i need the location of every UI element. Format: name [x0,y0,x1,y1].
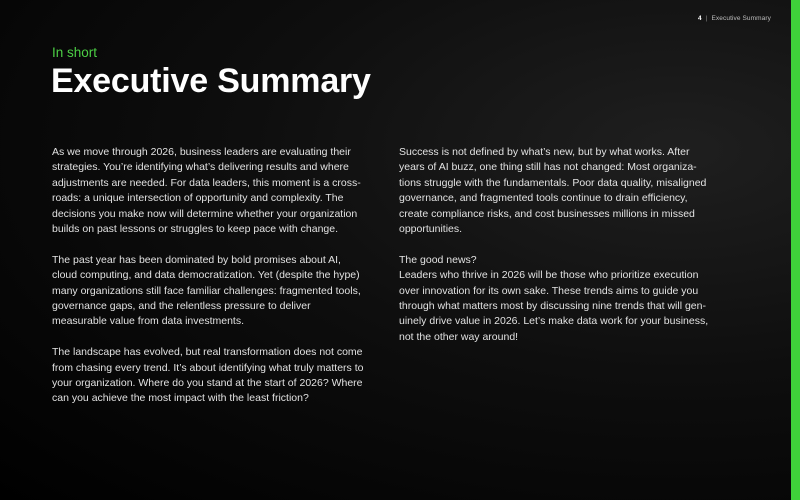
green-accent-bar [791,0,800,500]
page-title: Executive Summary [51,62,371,100]
body-paragraph: The landscape has evolved, but real transformation does not come from chasing every trend. It’s about identifying what truly matters to your organization. Where do you stand at the start of 2026? Where can you achieve the most impact with the least friction? [52,346,364,405]
body-paragraph: The past year has been dominated by bold promises about AI, cloud computing, and data democratization. Yet (despite the hype) many organizations still face familiar challenges: fragmented tools, governance gaps, and the relentless pressure to deliver measurable value from data investments. [52,253,361,328]
header-separator: | [705,15,708,22]
body-paragraph: As we move through 2026, business leaders are evaluating their strategies. You’re identifying what’s delivering results and where adjustments are needed. For data leaders, this moment is a cross-roads: a unique intersection of opportunity and complexity. The decisions you make now will determine whether your organization builds on past lessons or struggles to keep pace with change. [52,146,361,236]
body-paragraph: Leaders who thrive in 2026 will be those who prioritize execution over innovation for its own sake. These trends aims to guide you through what matters most by discussing nine trends that will gen-uinely drive value in 2026. Let’s make data work for your business, not the other way around! [399,269,709,343]
right-text-column [399,145,714,345]
good-news-heading: The good news? [399,253,477,266]
left-text-column [52,145,367,407]
page-number: 4 [697,15,702,22]
running-header [698,15,771,22]
body-paragraph: Success is not defined by what’s new, but by what works. After years of AI buzz, one thing still has not changed: Most organiza-tions struggle with the fundamentals. Poor data quality, misaligned governance, and fragmented tools continue to drain efficiency, create compliance risks, and cost businesses millions in missed opportunities. [399,146,707,236]
section-kicker: In short [52,45,98,60]
header-section-name: Executive Summary [711,15,771,22]
